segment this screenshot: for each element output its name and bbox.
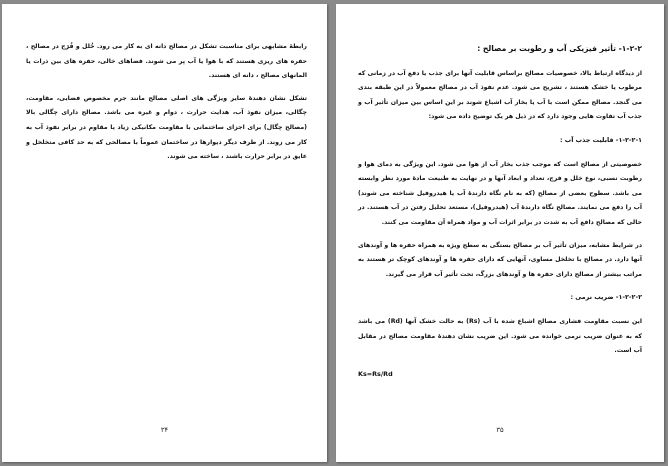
left-page-number: ۳۴	[160, 426, 169, 434]
intro-paragraph: از دیدگاه ارتباط بالا، خصوصیات مصالح براساس قابلیت آنها برای جذب یا دفع آب در زمانی که مرطوب یا خشک هستند ، تشریح می شود. عدم نفوذ آب در مصالح معمولاً در این طبقه بندی می گنجد. مصالح ممکن است با آب یا بخار آب اشباع شوند بر این اساس بین میزان تأثیر آب و جذب آب تفاوت هایی وجود دارد که در ذیل هر یک توضیح داده می شود:	[358, 69, 642, 121]
left-paragraph-2: تشکل نشان دهندهٔ سایر ویژگی های اصلی مصالح مانند جرم مخصوص فضایی، مقاومت، چگالی، میزان نفوذ آب، هدایت حرارت ، دوام و غیره می باشد. مصالح دارای چگالی بالا (مصالح چگال) برای اجزای ساختمانی با مقاومت مکانیکی زیاد یا مقاوم در برابر نفوذ آب به کار می روند. از طرف دیگر دیوارها در ساختمان عموماً با مصالحی که به حد کافی متخلخل و عایق در برابر حرارت باشند ، ساخته می شوند.	[26, 94, 307, 161]
subsection-heading-1: ۱-۲-۲-۱- قابلیت جذب آب :	[560, 135, 642, 144]
right-page-number: ۳۵	[496, 426, 504, 434]
subsection-heading-2: ۱-۲-۲-۲- ضریب نرمی :	[570, 293, 642, 302]
formula: Ks=Rs/Rd	[358, 369, 393, 378]
subsection-1-paragraph-1: خصوصیتی از مصالح است که موجب جذب بخار آب از هوا می شود. این ویژگی به دمای هوا و رطوبت نسبی، نوع خلل و فرج، تعداد و ابعاد آنها و در نهایت به طبیعت مادهٔ مورد نظر وابسته می باشد. سطوح بعضی از مصالح (که به نام نگاه دارندهٔ آب یا هیدروفیل شناخته می شوند) آب را دفع می نمایند. مصالح نگاه دارندهٔ آب (هیدروفیل)، مستعد تحلیل رفتن در آب هستند. در حالی که مصالح دافع آب به شدت در برابر اثرات آب و مواد همراه آن مقاومت می کنند.	[358, 160, 642, 226]
right-page-body	[358, 42, 642, 388]
section-heading: ۱-۲-۲- تأثیر فیزیکی آب و رطوبت بر مصالح :	[477, 44, 642, 53]
right-page	[336, 4, 664, 462]
subsection-1-paragraph-2: در شرایط مشابه، میزان تأثیر آب بر مصالح بستگی به سطح ویژه به همراه حفره ها و آوندهای آنها دارد. در مصالح با تخلخل مساوی، آنهایی که دارای حفره ها و آوندهای کوچک تر هستند به مراتب بیشتر از مصالح دارای حفره ها و آوندهای بزرگ، تحت تأثیر آب قرار می گیرند.	[358, 241, 642, 278]
left-paragraph-1: رابطهٔ مشابهی برای مناسبت تشکل در مصالح دانه ای به کار می رود. خُلل و فُرَج در مصالح ، حفره های ریزی هستند که با هوا یا آب پر می شوند. فضاهای خالی، حفره های بین ذرات یا المانهای مصالح ، دانه ای هستند.	[26, 43, 307, 80]
left-page-body	[26, 40, 307, 173]
subsection-2-paragraph-1: این نسبت مقاومت فشاری مصالح اشباع شده با آب (Rs) به حالت خشک آنها (Rd) می باشد که به عنوان ضریب نرمی خوانده می شود. این ضریب نشان دهندهٔ مقاومت مصالح در مقابل آب است.	[358, 317, 642, 355]
left-page	[2, 4, 327, 462]
